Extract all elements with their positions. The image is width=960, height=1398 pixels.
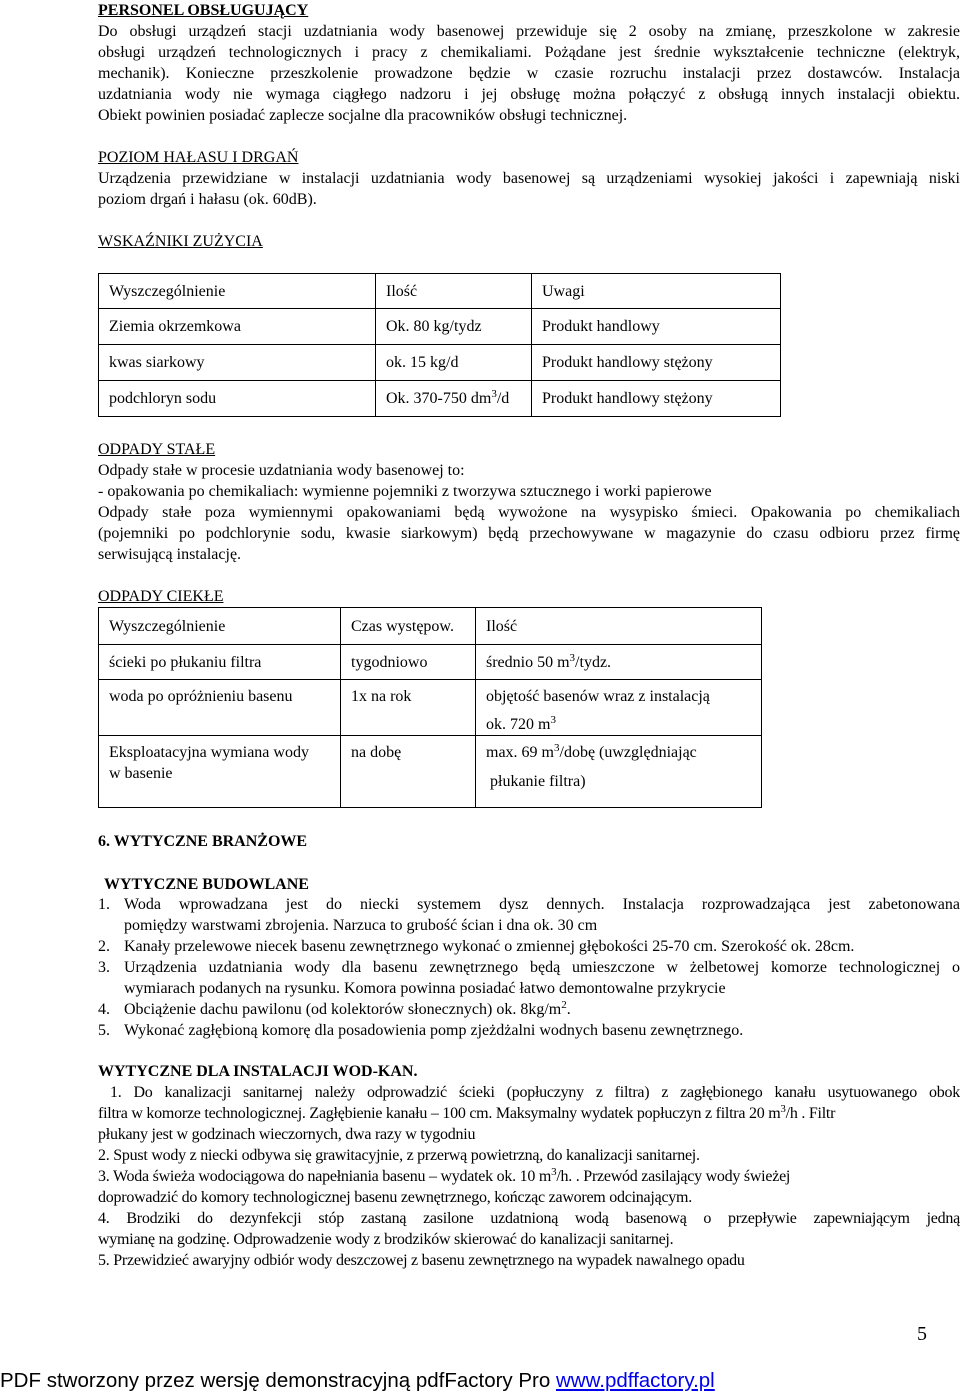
table-cell (476, 736, 762, 808)
section-heading: ODPADY STAŁE (98, 441, 216, 458)
paragraph-line: Obiekt powinien posiadać zaplecze socjalne dla pracowników obsługi technicznej. (98, 107, 628, 124)
superscript: 3 (491, 388, 497, 400)
table-cell: woda po opróżnieniu basenu (99, 680, 341, 736)
footer-text: PDF stworzony przez wersję demonstracyjną pdfFactory Pro (0, 1369, 556, 1392)
list-item (98, 894, 960, 936)
table-header-row (99, 608, 762, 645)
table-cell: podchloryn sodu (99, 381, 376, 417)
paragraph-line (98, 1103, 960, 1124)
list-number: 4. (98, 1001, 110, 1018)
paragraph-text: filtra w komorze technologicznej. Zagłębienie kanału – 100 cm. Maksymalny wydatek popłuczyn z filtra 20 m (98, 1105, 781, 1122)
paragraph-line: 4. Brodziki do dezynfekcji stóp zastaną zasilone uzdatnioną wodą basenową o przepływie zapewniającym jedną (98, 1210, 960, 1227)
list-number: 5. (98, 1022, 110, 1039)
paragraph-line: uzdatniania wody nie wymaga ciągłego nadzoru i jej obsługę można połączyć z obsługą innych instalacji obiektu. (98, 86, 960, 103)
cell-text: /d (496, 390, 510, 407)
superscript: 3 (550, 714, 556, 726)
table-cell: ok. 15 kg/d (376, 345, 532, 381)
table-row (99, 381, 781, 417)
list-line: Kanały przelewowe niecek basenu zewnętrznego wykonać o zmiennej głębokości 25-70 cm. Szerokość ok. 28cm. (124, 938, 855, 955)
subsection-heading: WYTYCZNE BUDOWLANE (104, 876, 309, 893)
pdf-footer (0, 1369, 960, 1393)
list-number: 1. (98, 896, 110, 913)
cell-text: średnio 50 m (486, 653, 570, 671)
table-cell (476, 645, 762, 680)
table-cell: 1x na rok (341, 680, 476, 736)
cell-line: płukanie filtra) (490, 773, 586, 790)
section-personel (98, 0, 960, 126)
paragraph-line: 1. Do kanalizacji sanitarnej należy odprowadzić ścieki (popłuczyny z filtra) z zagłębionego kanału usytuowanego obok (98, 1084, 960, 1101)
paragraph-line: (pojemniki po podchlorynie sodu, kwasie siarkowym) będą przechowywane w magazynie do czasu odbioru przez firmę (98, 525, 960, 542)
cell-text: Ok. 370-750 dm (386, 390, 492, 407)
section-wskazniki (98, 231, 960, 252)
table-cell (376, 381, 532, 417)
list-line: Woda wprowadzana jest do niecki systemem dysz dennych. Instalacja rozprowadzająca jest zabetonowana (124, 896, 960, 913)
table-cell: tygodniowo (341, 645, 476, 680)
section-odpady-stale (98, 439, 960, 565)
table-cell: Produkt handlowy stężony (532, 345, 781, 381)
table-row (99, 345, 781, 381)
cell-text: /tydz. (575, 653, 612, 671)
section-heading: WSKAŹNIKI ZUŻYCIA (98, 233, 263, 250)
cell-line: Eksploatacyjna wymiana wody (109, 744, 309, 761)
paragraph-line: Odpady stałe poza wymiennymi opakowaniami będą wywożone na wysypisko śmieci. Opakowania po chemikaliach (98, 504, 960, 521)
paragraph-line: Urządzenia przewidziane w instalacji uzdatniania wody basenowej są urządzeniami wysokiej jakości i zapewniają niski (98, 170, 960, 187)
table-header-cell: Czas występow. (341, 608, 476, 645)
cell-text: max. 69 m (486, 744, 554, 761)
cell-text: ok. 720 m (486, 716, 551, 733)
cell-line: objętość basenów wraz z instalacją (486, 688, 710, 705)
superscript: 3 (554, 742, 560, 754)
table-header-row (99, 274, 781, 309)
paragraph-line: Do obsługi urządzeń stacji uzdatniania wody basenowej przewiduje się 2 osoby na zmianę, przeszkolone w zakresie (98, 23, 960, 40)
paragraph-line: 5. Przewidzieć awaryjny odbiór wody deszczowej z basenu zewnętrznego na wypadek nawalnego opadu (98, 1252, 745, 1269)
table-cell: Produkt handlowy stężony (532, 381, 781, 417)
cell-text: /dobę (uwzględniając (559, 744, 697, 761)
list-item (98, 957, 960, 999)
table-cell (99, 736, 341, 808)
table-header-cell: Wyszczególnienie (99, 274, 376, 309)
paragraph-text: 3. Woda świeża wodociągowa do napełniania basenu – wydatek ok. 10 m (98, 1168, 552, 1185)
paragraph-text: /h . Filtr (785, 1105, 836, 1122)
list-item (98, 999, 960, 1020)
building-guidelines-list (98, 894, 960, 1041)
table-row (99, 680, 762, 736)
table-cell: na dobę (341, 736, 476, 808)
table-header-cell: Ilość (476, 608, 762, 645)
page-number: 5 (917, 1323, 927, 1345)
section-odpady-ciekle (98, 586, 960, 607)
list-text: Obciążenie dachu pawilonu (od kolektorów słonecznych) ok. 8kg/m (124, 1001, 562, 1018)
list-item (98, 936, 960, 957)
paragraph-line: obsługi urządzeń technologicznych i pracy z chemikaliami. Pożądane jest średnie wykształcenie techniczne (elektryk, (98, 44, 960, 61)
table-header-cell: Uwagi (532, 274, 781, 309)
list-line (124, 999, 960, 1020)
table-header-cell: Wyszczególnienie (99, 608, 341, 645)
superscript: 3 (569, 651, 576, 664)
list-number: 2. (98, 938, 110, 955)
table-cell: Ok. 80 kg/tydz (376, 309, 532, 345)
table-row (99, 736, 762, 808)
table-header-cell: Ilość (376, 274, 532, 309)
paragraph-line: poziom drgań i hałasu (ok. 60dB). (98, 191, 317, 208)
paragraph-line: mechanik). Konieczne przeszkolenie prowadzone będzie w czasie rozruchu instalacji przez dostawców. Instalacja (98, 65, 960, 82)
section-heading: POZIOM HAŁASU I DRGAŃ (98, 149, 299, 166)
section-heading: ODPADY CIEKŁE (98, 588, 224, 605)
list-line: wymiarach podanych na rysunku. Komora powinna posiadać łatwo demontowalne przykrycie (124, 980, 726, 997)
table-row (99, 309, 781, 345)
cell-line (486, 742, 761, 763)
superscript: 3 (780, 1103, 786, 1115)
consumption-table (98, 273, 781, 417)
paragraph-line: - opakowania po chemikaliach: wymienne pojemniki z tworzywa sztucznego i worki papierowe (98, 483, 712, 500)
chapter-heading: 6. WYTYCZNE BRANŻOWE (98, 833, 308, 850)
list-text: . (566, 1001, 571, 1018)
paragraph-text: /h. . Przewód zasilający wody świeżej (556, 1168, 791, 1185)
list-line: Wykonać zagłębioną komorę dla posadowienia pomp zjeżdżalni wodnych basenu zewnętrznego. (124, 1022, 744, 1039)
table-cell: Ziemia okrzemkowa (99, 309, 376, 345)
paragraph-line: Odpady stałe w procesie uzdatniania wody basenowej to: (98, 462, 465, 479)
wodkan-guidelines (98, 1082, 960, 1271)
list-number: 3. (98, 959, 110, 976)
paragraph-line: doprowadzić do komory technologicznej basenu zewnętrznego, kończąc zaworem odcinającym. (98, 1189, 692, 1206)
liquid-waste-table (98, 607, 762, 808)
subsection-heading: WYTYCZNE DLA INSTALACJI WOD-KAN. (98, 1063, 418, 1080)
list-line: Urządzenia uzdatniania wody dla basenu zewnętrznego będą umieszczone w żelbetowej komorze technologicznej o (124, 959, 960, 976)
cell-line (486, 714, 761, 735)
table-cell (476, 680, 762, 736)
cell-line: w basenie (109, 765, 173, 782)
list-line: pomiędzy warstwami zbrojenia. Narzuca to grubość ścian i dna ok. 30 cm (124, 917, 598, 934)
table-cell: ścieki po płukaniu filtra (99, 645, 341, 680)
paragraph-line (98, 1166, 960, 1187)
section-halas (98, 147, 960, 210)
paragraph-line: 2. Spust wody z niecki odbywa się grawitacyjnie, z przerwą powietrzną, do kanalizacji sanitarnej. (98, 1147, 700, 1164)
table-row (99, 645, 762, 680)
table-cell: kwas siarkowy (99, 345, 376, 381)
paragraph-line: płukany jest w godzinach wieczornych, dwa razy w tygodniu (98, 1126, 476, 1143)
paragraph-line: serwisującą instalację. (98, 546, 242, 563)
paragraph-line: wymianę na godzinę. Odprowadzenie wody z brodzików skierować do kanalizacji sanitarnej. (98, 1231, 674, 1248)
table-cell: Produkt handlowy (532, 309, 781, 345)
superscript: 2 (561, 999, 567, 1011)
section-heading: PERSONEL OBSŁUGUJĄCY (98, 2, 309, 19)
footer-link[interactable]: www.pdffactory.pl (555, 1369, 715, 1392)
superscript: 3 (551, 1166, 557, 1178)
list-item (98, 1020, 960, 1041)
